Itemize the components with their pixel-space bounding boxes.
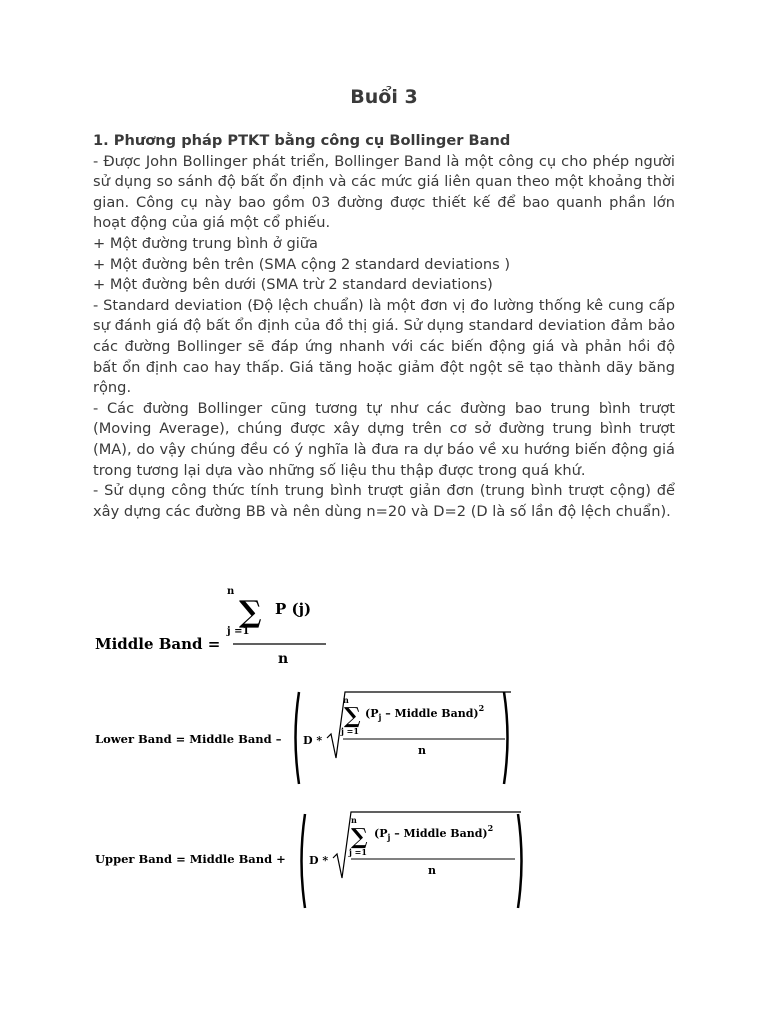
paragraph: - Sử dụng công thức tính trung bình trượt giản đơn (trung bình trượt cộng) để xây dựng các đường BB và nên dùng n=20 và D=2 (D là số lần độ lệch chuẩn). bbox=[93, 482, 675, 520]
sum-lower-limit: j =1 bbox=[341, 726, 359, 736]
sigma-symbol: ∑ bbox=[351, 824, 368, 850]
left-paren-icon bbox=[296, 692, 300, 784]
coefficient: D * bbox=[309, 854, 329, 867]
right-paren-icon bbox=[504, 692, 508, 784]
sigma-symbol: ∑ bbox=[239, 595, 262, 630]
lower-numerator: ($P_j$ – Middle Band)$^2$ bbox=[365, 703, 485, 722]
body-text bbox=[93, 131, 675, 522]
middle-numerator: P (j) bbox=[275, 600, 312, 618]
paragraph: + Một đường bên dưới (SMA trừ 2 standard deviations) bbox=[93, 276, 493, 294]
left-paren-icon bbox=[302, 814, 306, 908]
lower-denominator: n bbox=[418, 744, 426, 757]
section-heading: 1. Phương pháp PTKT bằng công cụ Bollinger Band bbox=[93, 132, 511, 149]
coefficient: D * bbox=[303, 734, 323, 747]
paragraph: - Được John Bollinger phát triển, Bollinger Band là một công cụ cho phép người sử dụng so sánh độ bất ổn định và các mức giá liên quan theo một khoảng thời gian. Công cụ này bao gồm 03 đường được thiết kế để bao quanh phần lớn hoạt động của giá một cổ phiếu. bbox=[93, 152, 675, 232]
paragraph: + Một đường bên trên (SMA cộng 2 standard deviations ) bbox=[93, 255, 511, 273]
paragraph: - Standard deviation (Độ lệch chuẩn) là một đơn vị đo lường thống kê cung cấp sự đánh giá độ bất ổn định của đồ thị giá. Sử dụng standard deviation đảm bảo các đường Bollinger sẽ đáp ứng nhanh với các biến động giá và phản hồi độ bất ổn định cao hay thấp. Giá tăng hoặc giảm đột ngột sẽ tạo thành dãy băng rộng. bbox=[93, 296, 675, 397]
paragraph: - Các đường Bollinger cũng tương tự như các đường bao trung bình trượt (Moving Average), chúng được xây dựng trên cơ sở đường trung bình trượt (MA), do vậy chúng đều có ý nghĩa là đưa ra dự báo về xu hướng biến động giá trong tương lại dựa vào những số liệu thu thập được trong quá khứ. bbox=[93, 399, 675, 479]
sum-upper-limit: n bbox=[227, 586, 235, 597]
middle-band-label: Middle Band = bbox=[95, 635, 221, 653]
sum-lower-limit: j =1 bbox=[227, 626, 250, 637]
upper-band-formula bbox=[95, 812, 522, 908]
page-title: Buổi 3 bbox=[350, 86, 418, 108]
right-paren-icon bbox=[518, 814, 522, 908]
upper-band-label: Upper Band = Middle Band + bbox=[95, 852, 286, 866]
formula-svg bbox=[93, 582, 675, 912]
lower-band-formula bbox=[95, 692, 511, 784]
sum-lower-limit: j =1 bbox=[349, 847, 367, 857]
middle-band-formula bbox=[95, 586, 326, 667]
sum-upper-limit: n bbox=[343, 695, 349, 705]
upper-denominator: n bbox=[428, 864, 436, 877]
upper-numerator: ($P_j$ – Middle Band)$^2$ bbox=[374, 823, 494, 842]
formula-images bbox=[93, 582, 675, 912]
lower-band-label: Lower Band = Middle Band – bbox=[95, 732, 282, 746]
sigma-symbol: ∑ bbox=[344, 703, 361, 729]
middle-denominator: n bbox=[278, 651, 289, 667]
paragraph: + Một đường trung bình ở giữa bbox=[93, 234, 318, 252]
sum-upper-limit: n bbox=[351, 815, 357, 825]
